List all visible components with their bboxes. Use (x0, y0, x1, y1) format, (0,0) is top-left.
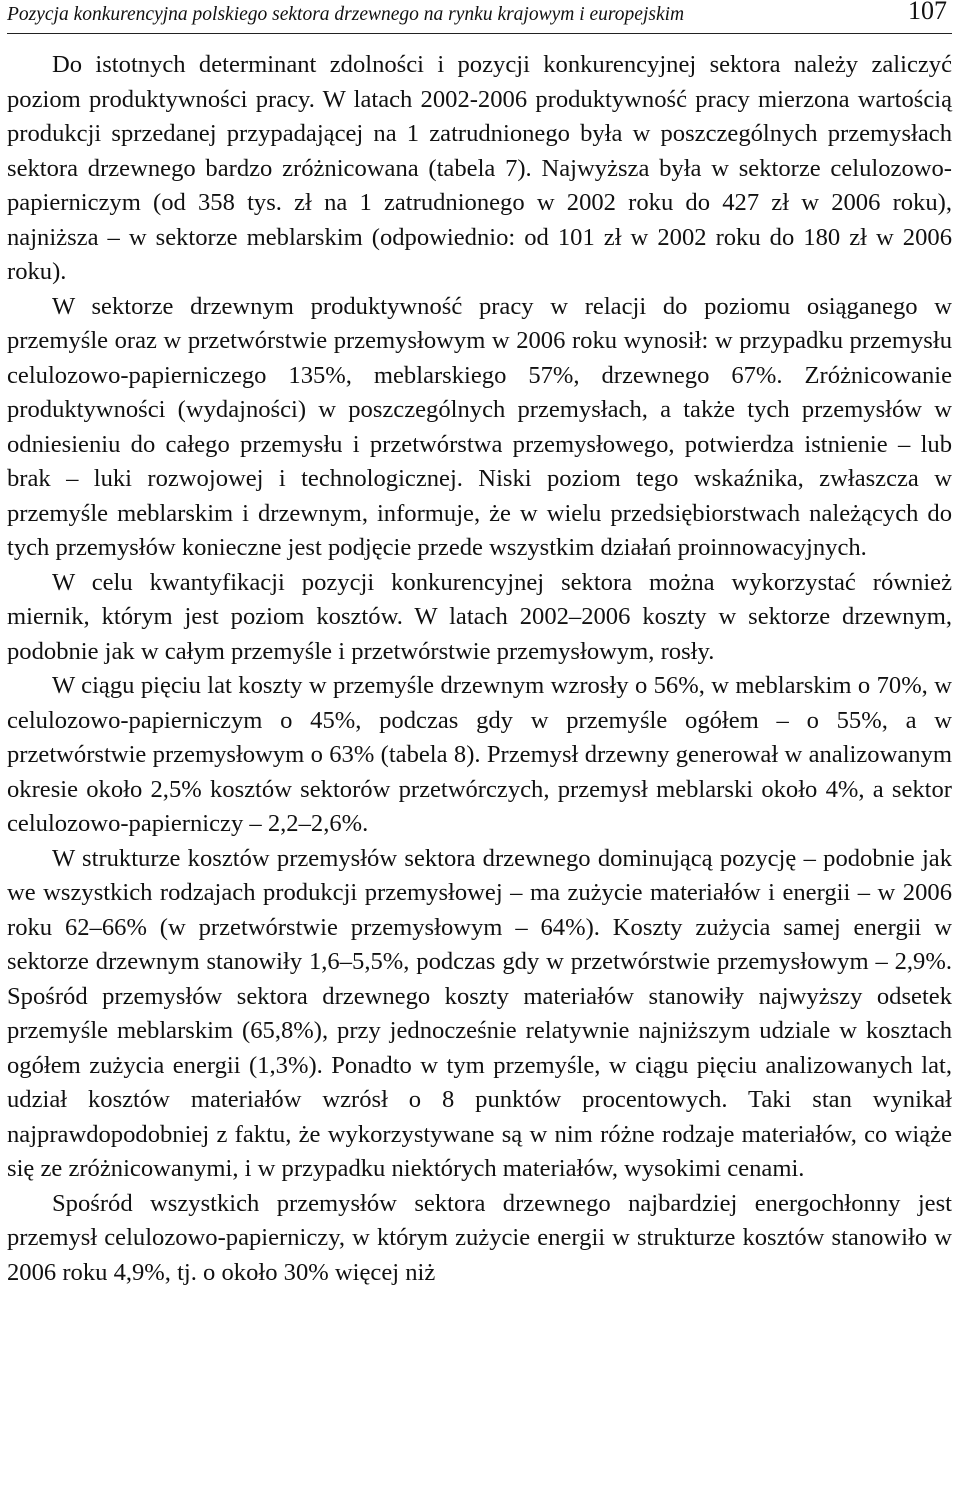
paragraph: W celu kwantyfikacji pozycji konkurencyjnej sektora można wykorzystać również miernik, którym jest poziom kosztów. W latach 2002–2006 koszty w sektorze drzewnym, podobnie jak w całym przemyśle i przetwórstwie przemysłowym, rosły. (7, 568, 952, 665)
paragraph: Spośród wszystkich przemysłów sektora drzewnego najbardziej energochłonny jest przemysł celulozowo-papierniczy, w którym zużycie energii w strukturze kosztów stanowiło w 2006 roku 4,9%, tj. o około 30% więcej niż (7, 1189, 952, 1286)
paragraph: W strukturze kosztów przemysłów sektora drzewnego dominującą pozycję – podobnie jak we wszystkich rodzajach produkcji przemysłowej – ma zużycie materiałów i energii – w 2006 roku 62–66% (w przetwórstwie przemysłowym – 64%). Koszty zużycia samej energii w sektorze drzewnym stanowiły 1,6–5,5%, podczas gdy w przetwórstwie przemysłowym – 2,9%. Spośród przemysłów sektora drzewnego koszty materiałów stanowiły najwyższy odsetek przemyśle meblarskim (65,8%), przy jednocześnie relatywnie najniższym udziale w kosztach ogółem zużycia energii (1,3%). Ponadto w tym przemyśle, w ciągu pięciu analizowanych lat, udział kosztów materiałów wzrósł o 8 punktów procentowych. Taki stan wynikał najprawdopodobniej z faktu, że wykorzystywane są w nim różne rodzaje materiałów, co wiąże się ze zróżnicowanymi, i w przypadku niektórych materiałów, wysokimi cenami. (7, 844, 952, 1182)
body-text (7, 34, 952, 1290)
running-title: Pozycja konkurencyjna polskiego sektora drzewnego na rynku krajowym i europejskim (7, 4, 685, 25)
page-number: 107 (908, 0, 947, 25)
paragraph: W sektorze drzewnym produktywność pracy w relacji do poziomu osiąganego w przemyśle oraz w przetwórstwie przemysłowym w 2006 roku wynosił: w przypadku przemysłu celulozowo-papierniczego 135%, meblarskiego 57%, drzewnego 67%. Zróżnicowanie produktywności (wydajności) w poszczególnych przemysłach, a także tych przemysłów w odniesieniu do całego przemysłu i przetwórstwa przemysłowego, potwierdza istnienie – lub brak – luki rozwojowej i technologicznej. Niski poziom tego wskaźnika, zwłaszcza w przemyśle meblarskim i drzewnym, informuje, że w wielu przedsiębiorstwach należących do tych przemysłów konieczne jest podjęcie przede wszystkim działań proinnowacyjnych. (7, 292, 952, 561)
running-header (7, 1, 952, 34)
paragraph: Do istotnych determinant zdolności i pozycji konkurencyjnej sektora należy zaliczyć poziom produktywności pracy. W latach 2002-2006 produktywność pracy mierzona wartością produkcji sprzedanej przypadającej na 1 zatrudnionego była w poszczególnych przemysłach sektora drzewnego bardzo zróżnicowana (tabela 7). Najwyższa była w sektorze celulozowo-papierniczym (od 358 tys. zł na 1 zatrudnionego w 2002 roku do 427 zł w 2006 roku), najniższa – w sektorze meblarskim (odpowiednio: od 101 zł w 2002 roku do 180 zł w 2006 roku). (7, 51, 952, 285)
paragraph: W ciągu pięciu lat koszty w przemyśle drzewnym wzrosły o 56%, w meblarskim o 70%, w celulozowo-papierniczym o 45%, podczas gdy w przemyśle ogółem – o 55%, a w przetwórstwie przemysłowym o 63% (tabela 8). Przemysł drzewny generował w analizowanym okresie około 2,5% kosztów sektorów przetwórczych, przemysł meblarski około 4%, a sektor celulozowo-papierniczy – 2,2–2,6%. (7, 672, 952, 837)
document-page (0, 1, 960, 1492)
